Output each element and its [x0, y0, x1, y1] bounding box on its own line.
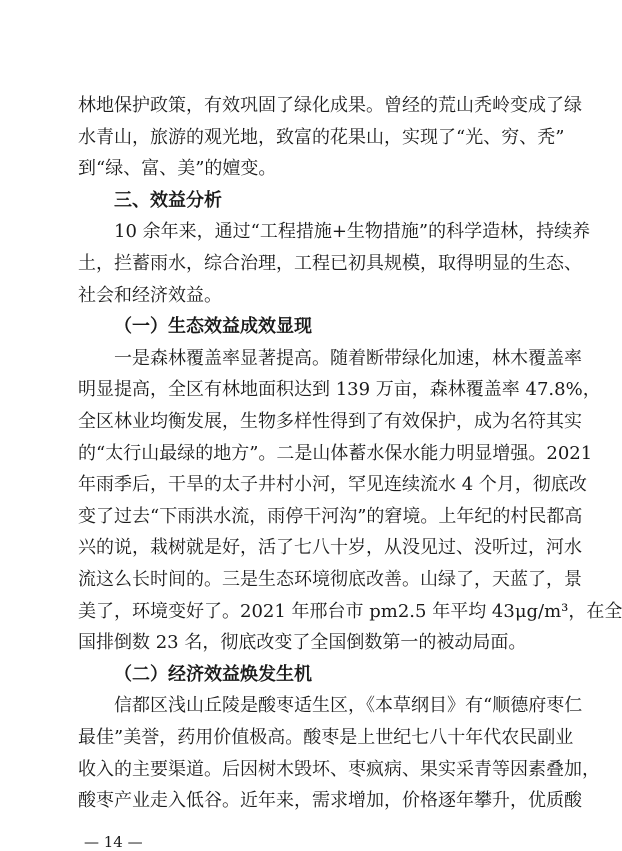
paragraph-line: 一是森林覆盖率显著提高。随着断带绿化加速，林木覆盖率: [114, 347, 582, 369]
paragraph-line: 土，拦蓄雨水，综合治理，工程已初具规模，取得明显的生态、: [78, 253, 582, 274]
paragraph-line: 变了过去“下雨洪水流，雨停干河沟”的窘境。上年纪的村民都高: [78, 505, 583, 527]
paragraph-line: 的“太行山最绿的地方”。二是山体蓄水保水能力明显增强。2021: [78, 442, 593, 464]
paragraph-line: 国排倒数 23 名，彻底改变了全国倒数第一的被动局面。: [78, 632, 527, 654]
subsection-heading: （二）经济效益焕发生机: [114, 663, 312, 685]
section-heading: 三、效益分析: [114, 189, 222, 211]
paragraph-line: 流这么长时间的。三是生态环境彻底改善。山绿了，天蓝了，景: [78, 569, 582, 590]
subsection-heading: （一）生态效益成效显现: [114, 316, 312, 338]
paragraph-line: 收入的主要渠道。后因树木毁坏、枣疯病、果实采青等因素叠加，: [78, 758, 600, 780]
paragraph-line: 全区林业均衡发展，生物多样性得到了有效保护，成为名符其实: [78, 411, 582, 432]
paragraph-line: 社会和经济效益。: [78, 284, 222, 306]
paragraph-line: 10 余年来，通过“工程措施+生物措施”的科学造林，持续养: [114, 221, 591, 243]
paragraph-line: 兴的说，栽树就是好，活了七八十岁，从没见过、没听过，河水: [78, 537, 582, 559]
paragraph-line: 明显提高，全区有林地面积达到 139 万亩，森林覆盖率 47.8%，: [78, 379, 601, 401]
paragraph-line: 水青山，旅游的观光地，致富的花果山，实现了“光、穷、秃”: [78, 126, 565, 148]
paragraph-line: 年雨季后，干旱的太子井村小河，罕见连续流水 4 个月，彻底改: [78, 474, 587, 496]
paragraph-line: 信都区浅山丘陵是酸枣适生区，《本草纲目》有“顺德府枣仁: [114, 695, 583, 717]
paragraph-line: 最佳”美誉，药用价值极高。酸枣是上世纪七八十年代农民副业: [78, 727, 574, 748]
page-number: — 14 —: [84, 832, 143, 851]
paragraph-line: 酸枣产业走入低谷。近年来，需求增加，价格逐年攀升，优质酸: [78, 790, 582, 812]
paragraph-line: 美了，环境变好了。2021 年邢台市 pm2.5 年平均 43μg/m³，在全: [78, 600, 622, 622]
paragraph-line: 到“绿、富、美”的嬗变。: [78, 158, 277, 180]
paragraph-line: 林地保护政策，有效巩固了绿化成果。曾经的荒山秃岭变成了绿: [78, 95, 582, 116]
